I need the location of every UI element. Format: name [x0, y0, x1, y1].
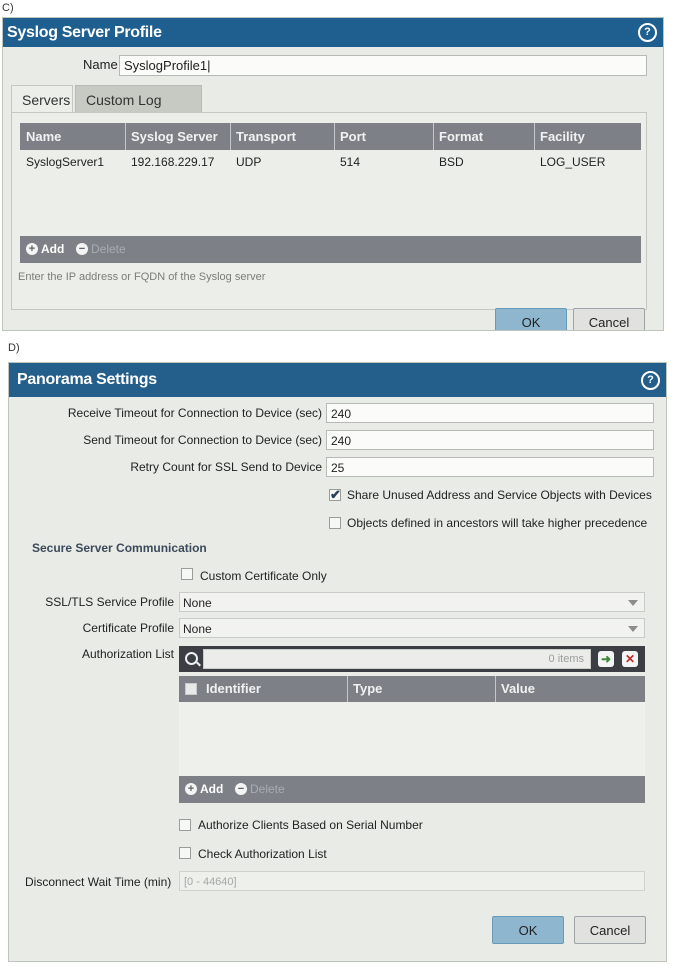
section-label-d: D): [8, 342, 20, 354]
authorize-serial-label: Authorize Clients Based on Serial Number: [198, 818, 423, 832]
custom-certificate-only-label: Custom Certificate Only: [200, 569, 327, 583]
share-unused-objects-checkbox[interactable]: ✔: [330, 487, 341, 502]
delete-label: Delete: [250, 782, 285, 796]
dialog-title: Syslog Server Profile: [3, 18, 663, 47]
authorization-list-toolbar: [179, 776, 645, 803]
minus-icon: −: [76, 243, 88, 255]
add-authorization-button[interactable]: [185, 776, 223, 803]
column-header-facility[interactable]: Facility: [540, 129, 585, 144]
cell-syslog-server: 192.168.229.17: [131, 155, 215, 169]
delete-server-button[interactable]: [76, 236, 126, 263]
servers-grid-toolbar: [20, 236, 641, 263]
share-unused-objects-label: Share Unused Address and Service Objects with Devices: [347, 488, 652, 502]
panorama-settings-dialog: [8, 362, 667, 962]
authorization-list-label: Authorization List: [81, 647, 174, 661]
retry-count-label: Retry Count for SSL Send to Device: [130, 460, 322, 474]
send-timeout-label: Send Timeout for Connection to Device (sec): [83, 433, 322, 447]
retry-count-input[interactable]: 25: [326, 457, 654, 477]
disconnect-wait-time-label: Disconnect Wait Time (min): [25, 875, 172, 889]
plus-icon: +: [185, 783, 197, 795]
chevron-down-icon: [628, 600, 638, 606]
tab-servers[interactable]: Servers: [11, 85, 73, 113]
ok-button[interactable]: OK: [492, 916, 564, 944]
column-header-identifier[interactable]: Identifier: [206, 681, 261, 696]
disconnect-wait-time-input[interactable]: [0 - 44640]: [179, 871, 645, 891]
receive-timeout-input[interactable]: 240: [326, 403, 654, 423]
arrow-right-icon[interactable]: ➜: [598, 651, 614, 667]
dialog-title: Panorama Settings: [9, 363, 666, 397]
authorization-list-search-bar: [179, 646, 645, 672]
column-header-syslog-server[interactable]: Syslog Server: [131, 129, 218, 144]
tab-custom-log-format[interactable]: Custom Log: [75, 85, 202, 113]
help-icon[interactable]: ?: [638, 23, 657, 42]
ok-button[interactable]: OK: [495, 308, 567, 331]
cell-port: 514: [340, 155, 361, 169]
column-header-value[interactable]: Value: [501, 681, 535, 696]
server-hint-text: Enter the IP address or FQDN of the Syslog server: [18, 271, 266, 283]
column-header-format[interactable]: Format: [439, 129, 484, 144]
select-all-checkbox[interactable]: [185, 683, 197, 695]
minus-icon: −: [235, 783, 247, 795]
ssl-tls-service-profile-label: SSL/TLS Service Profile: [45, 595, 174, 609]
ssl-tls-service-profile-select[interactable]: [179, 592, 645, 612]
chevron-down-icon: [628, 626, 638, 632]
cancel-button[interactable]: Cancel: [573, 308, 645, 331]
certificate-profile-value: None: [183, 622, 212, 636]
ancestors-precedence-checkbox[interactable]: [329, 517, 341, 529]
column-header-type[interactable]: Type: [353, 681, 383, 696]
ancestors-precedence-label: Objects defined in ancestors will take higher precedence: [347, 516, 648, 530]
plus-icon: +: [26, 243, 38, 255]
certificate-profile-label: Certificate Profile: [82, 621, 174, 635]
authorize-serial-checkbox[interactable]: [179, 819, 191, 831]
section-label-c: C): [2, 2, 14, 14]
add-server-button[interactable]: [26, 236, 64, 263]
column-header-port[interactable]: Port: [340, 129, 366, 144]
column-header-name[interactable]: Name: [26, 129, 62, 144]
name-label: Name: [83, 57, 118, 72]
cell-name[interactable]: SyslogServer1: [26, 155, 105, 169]
cell-transport: UDP: [236, 155, 262, 169]
custom-certificate-only-checkbox[interactable]: [181, 568, 193, 580]
syslog-server-profile-dialog: [2, 17, 664, 331]
authorization-list-search-input[interactable]: 0 items: [203, 649, 591, 669]
authorization-list-body: [179, 702, 645, 776]
send-timeout-input[interactable]: 240: [326, 430, 654, 450]
cell-facility: LOG_USER: [540, 155, 606, 169]
help-icon[interactable]: ?: [641, 371, 660, 390]
servers-grid-header: [20, 123, 641, 150]
cell-format: BSD: [439, 155, 464, 169]
name-input[interactable]: SyslogProfile1|: [119, 55, 647, 76]
check-authorization-list-label: Check Authorization List: [198, 847, 327, 861]
delete-authorization-button[interactable]: [235, 776, 285, 803]
add-label: Add: [41, 242, 65, 256]
search-icon[interactable]: [185, 652, 198, 665]
certificate-profile-select[interactable]: [179, 618, 645, 638]
receive-timeout-label: Receive Timeout for Connection to Device (sec): [67, 406, 322, 420]
column-header-transport[interactable]: Transport: [236, 129, 296, 144]
delete-label: Delete: [91, 242, 126, 256]
check-authorization-list-checkbox[interactable]: [179, 847, 191, 859]
cancel-button[interactable]: Cancel: [574, 916, 646, 944]
secure-server-communication-heading: Secure Server Communication: [32, 541, 207, 555]
close-icon[interactable]: ✕: [622, 651, 638, 667]
ssl-tls-service-profile-value: None: [183, 596, 212, 610]
add-label: Add: [200, 782, 224, 796]
authorization-list-header: [179, 676, 645, 702]
